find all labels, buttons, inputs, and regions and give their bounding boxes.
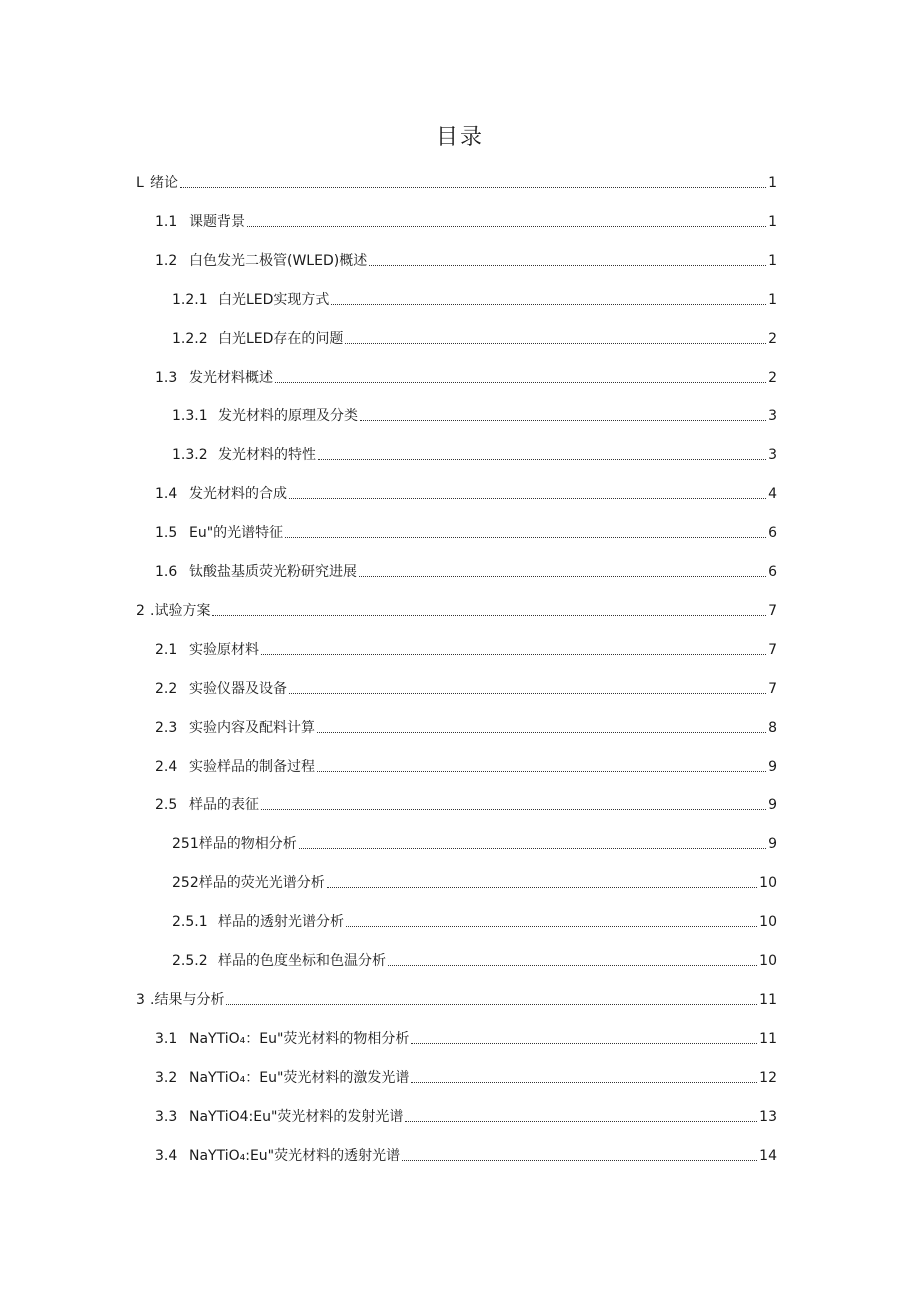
toc-leader-dots <box>359 576 766 577</box>
toc-page-number: 6 <box>768 564 777 580</box>
toc-leader-dots <box>346 926 757 927</box>
toc-page-number: 8 <box>768 720 777 736</box>
toc-leader-dots <box>317 732 766 733</box>
toc-leader-dots <box>360 420 766 421</box>
toc-page-number: 10 <box>759 953 777 969</box>
toc-entry-number: 2.1 <box>155 642 178 658</box>
toc-entry-title: 251样品的物相分析 <box>172 836 297 852</box>
toc-entry-title: 样品的色度坐标和色温分析 <box>218 953 386 969</box>
toc-leader-dots <box>289 693 766 694</box>
toc-entry-number: 1.3 <box>155 370 178 386</box>
toc-entry[interactable] <box>172 909 777 931</box>
toc-leader-dots <box>180 187 766 188</box>
toc-entry-title: NaYTiO₄:Eu"荧光材料的透射光谱 <box>189 1148 401 1164</box>
toc-entry[interactable] <box>172 831 777 853</box>
toc-leader-dots <box>317 771 766 772</box>
toc-entry-title: 发光材料概述 <box>189 370 273 386</box>
toc-entry-number: 3.4 <box>155 1148 178 1164</box>
toc-entry[interactable] <box>172 326 777 348</box>
toc-entry-number: 2.3 <box>155 720 178 736</box>
toc-page-number: 11 <box>759 992 777 1008</box>
toc-leader-dots <box>411 1082 757 1083</box>
toc-page-number: 3 <box>768 447 777 463</box>
toc-leader-dots <box>299 848 766 849</box>
toc-entry-title: NaYTiO₄：Eu"荧光材料的物相分析 <box>189 1031 410 1047</box>
toc-page-number: 2 <box>768 370 777 386</box>
toc-leader-dots <box>388 965 757 966</box>
toc-entry-number: 1.5 <box>155 525 178 541</box>
toc-leader-dots <box>247 226 766 227</box>
toc-page-number: 9 <box>768 759 777 775</box>
toc-page-number: 4 <box>768 486 777 502</box>
toc-entry[interactable] <box>155 520 777 542</box>
toc-leader-dots <box>275 382 766 383</box>
toc-entry[interactable] <box>155 715 777 737</box>
toc-leader-dots <box>261 654 766 655</box>
toc-page-number: 10 <box>759 914 777 930</box>
toc-leader-dots <box>212 615 766 616</box>
toc-entry-title: 252样品的荧光光谱分析 <box>172 875 325 891</box>
toc-entry-title: 实验仪器及设备 <box>189 681 287 697</box>
toc-entry-number: 2.2 <box>155 681 178 697</box>
toc-entry-number: 3.2 <box>155 1070 178 1086</box>
toc-page-number: 2 <box>768 331 777 347</box>
toc-entry-title: 样品的表征 <box>189 797 259 813</box>
toc-entry-title: 样品的透射光谱分析 <box>218 914 344 930</box>
toc-entry[interactable] <box>155 1143 777 1165</box>
toc-page-number: 6 <box>768 525 777 541</box>
toc-entry-title: 绪论 <box>150 175 178 191</box>
toc-page-number: 9 <box>768 836 777 852</box>
toc-entry-title: 实验内容及配料计算 <box>189 720 315 736</box>
toc-entry[interactable] <box>136 598 777 620</box>
toc-entry-title: 课题背景 <box>189 214 245 230</box>
toc-entry[interactable] <box>172 948 777 970</box>
toc-entry-title: 白光LED实现方式 <box>218 292 330 308</box>
toc-page-number: 7 <box>768 681 777 697</box>
toc-entry-number: 3.1 <box>155 1031 178 1047</box>
toc-entry[interactable] <box>136 170 777 192</box>
toc-entry-number: 3 <box>136 992 145 1008</box>
toc-leader-dots <box>411 1043 757 1044</box>
toc-entry[interactable] <box>136 987 777 1009</box>
toc-entry[interactable] <box>155 209 777 231</box>
toc-entry-title: 白色发光二极管(WLED)概述 <box>189 253 368 269</box>
toc-entry[interactable] <box>155 792 777 814</box>
toc-entry-title: .结果与分析 <box>150 992 225 1008</box>
toc-page-number: 9 <box>768 797 777 813</box>
toc-entry[interactable] <box>155 676 777 698</box>
toc-entry-number: 1.1 <box>155 214 178 230</box>
toc-entry-title: Eu"的光谱特征 <box>189 525 284 541</box>
toc-entry-number: 1.4 <box>155 486 178 502</box>
toc-entry[interactable] <box>172 403 777 425</box>
toc-entry-title: NaYTiO4:Eu"荧光材料的发射光谱 <box>189 1109 404 1125</box>
toc-entry-title: 钛酸盐基质荧光粉研究进展 <box>189 564 357 580</box>
toc-leader-dots <box>405 1121 757 1122</box>
toc-entry-number: 2.4 <box>155 759 178 775</box>
toc-leader-dots <box>345 343 766 344</box>
toc-entry-title: .试验方案 <box>150 603 211 619</box>
toc-entry[interactable] <box>172 287 777 309</box>
toc-page-number: 11 <box>759 1031 777 1047</box>
toc-page-number: 1 <box>768 292 777 308</box>
toc-entry-number: 1.2 <box>155 253 178 269</box>
toc-entry-number: 1.2.1 <box>172 292 208 308</box>
toc-leader-dots <box>327 887 757 888</box>
toc-entry-title: 实验原材料 <box>189 642 259 658</box>
toc-leader-dots <box>285 537 766 538</box>
toc-entry-number: 2 <box>136 603 145 619</box>
toc-page-number: 1 <box>768 214 777 230</box>
toc-entry[interactable] <box>172 870 777 892</box>
toc-page-number: 1 <box>768 253 777 269</box>
toc-entry-number: 1.6 <box>155 564 178 580</box>
toc-entry[interactable] <box>155 1026 777 1048</box>
toc-entry-title: 发光材料的原理及分类 <box>218 408 358 424</box>
toc-leader-dots <box>261 809 766 810</box>
toc-leader-dots <box>226 1004 757 1005</box>
toc-entry-number: 1.3.1 <box>172 408 208 424</box>
toc-entry-title: 实验样品的制备过程 <box>189 759 315 775</box>
toc-leader-dots <box>331 304 766 305</box>
toc-page-number: 13 <box>759 1109 777 1125</box>
toc-entry[interactable] <box>155 248 777 270</box>
toc-entry-number: L <box>136 175 144 191</box>
toc-entry-title: 白光LED存在的问题 <box>218 331 344 347</box>
toc-entry[interactable] <box>155 754 777 776</box>
page-title: 目录 <box>435 125 484 150</box>
toc-entry-title: NaYTiO₄：Eu"荧光材料的激发光谱 <box>189 1070 410 1086</box>
toc-entry[interactable] <box>155 559 777 581</box>
toc-page-number: 14 <box>759 1148 777 1164</box>
toc-page-number: 7 <box>768 642 777 658</box>
toc-entry-title: 发光材料的合成 <box>189 486 287 502</box>
toc-entry-number: 1.3.2 <box>172 447 208 463</box>
toc-page-number: 1 <box>768 175 777 191</box>
toc-leader-dots <box>318 459 766 460</box>
toc-page-number: 10 <box>759 875 777 891</box>
toc-entry-number: 2.5 <box>155 797 178 813</box>
toc-entry-number: 2.5.1 <box>172 914 208 930</box>
toc-entry-title: 发光材料的特性 <box>218 447 316 463</box>
toc-page-number: 12 <box>759 1070 777 1086</box>
toc-entry[interactable] <box>155 1065 777 1087</box>
toc-entry-number: 3.3 <box>155 1109 178 1125</box>
toc-leader-dots <box>289 498 766 499</box>
toc-entry[interactable] <box>155 365 777 387</box>
toc-entry[interactable] <box>155 637 777 659</box>
toc-page-number: 3 <box>768 408 777 424</box>
toc-page-number: 7 <box>768 603 777 619</box>
toc-entry-number: 2.5.2 <box>172 953 208 969</box>
toc-entry[interactable] <box>172 442 777 464</box>
toc-leader-dots <box>369 265 766 266</box>
toc-entry-number: 1.2.2 <box>172 331 208 347</box>
toc-entry[interactable] <box>155 1104 777 1126</box>
toc-entry[interactable] <box>155 481 777 503</box>
toc-leader-dots <box>402 1160 757 1161</box>
